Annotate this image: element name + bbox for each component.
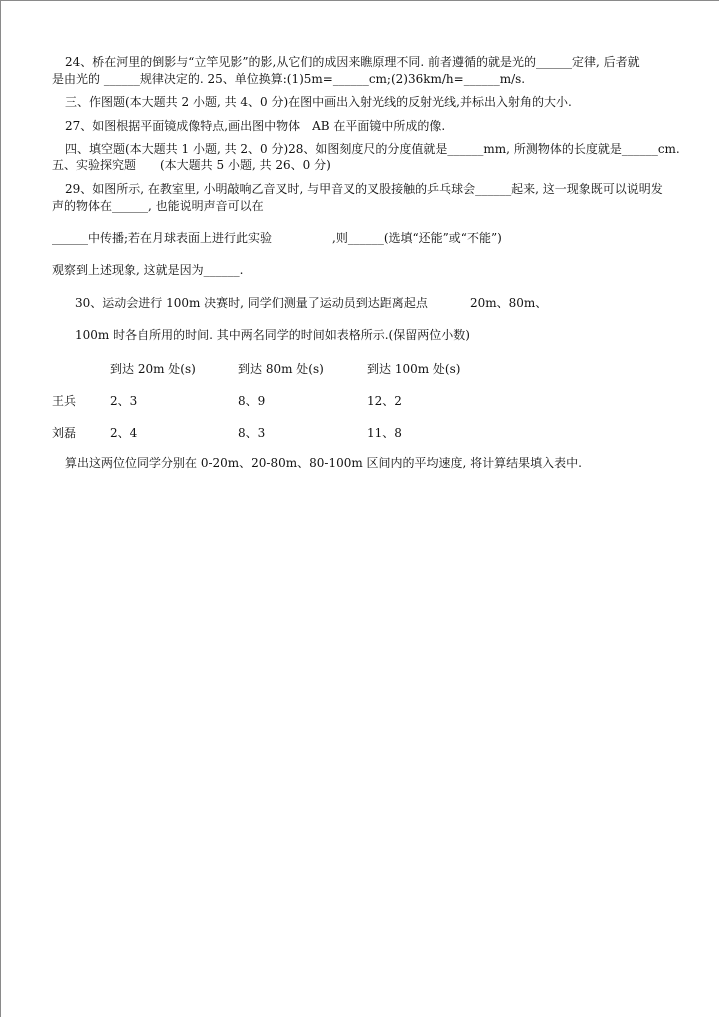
q29-line2: 声的物体在______, 也能说明声音可以在 <box>52 199 264 213</box>
q29-line1: 29、如图所示, 在教室里, 小明敲响乙音叉时, 与甲音叉的叉股接触的乒乓球会______起来, 这一现象既可以说明发 <box>65 182 663 196</box>
row-value-20m: 2、4 <box>110 426 138 440</box>
section4-q28-line: 四、填空题(本大题共 1 小题, 共 2、0 分)28、如图刻度尺的分度值就是______mm, 所测物体的长度就是______cm. <box>65 142 680 156</box>
q24-line2: 是由光的 ______规律决定的. 25、单位换算:(1)5m=______cm;(2)36km/h=______m/s. <box>52 72 526 86</box>
row-value-100m: 12、2 <box>367 394 402 408</box>
section5-heading: 五、实验探究题 (本大题共 5 小题, 共 26、0 分) <box>52 158 331 172</box>
row-value-80m: 8、9 <box>238 394 266 408</box>
table-header-100m: 到达 100m 处(s) <box>367 362 461 376</box>
q29-line3: ______中传播;若在月球表面上进行此实验 ,则______(选填“还能”或“不能”) <box>52 231 502 245</box>
q30-line1: 30、运动会进行 100m 决赛时, 同学们测量了运动员到达距离起点 <box>75 296 428 310</box>
row-value-20m: 2、3 <box>110 394 138 408</box>
row-name: 王兵 <box>52 394 77 408</box>
table-header-80m: 到达 80m 处(s) <box>238 362 324 376</box>
row-value-100m: 11、8 <box>367 426 402 440</box>
q30-line2: 100m 时各自所用的时间. 其中两名同学的时间如表格所示.(保留两位小数) <box>75 328 470 342</box>
q30-footer: 算出这两位位同学分别在 0-20m、20-80m、80-100m 区间内的平均速度, 将计算结果填入表中. <box>65 456 582 470</box>
row-value-80m: 8、3 <box>238 426 266 440</box>
q24-line1: 24、桥在河里的倒影与“立竿见影”的影,从它们的成因来瞧原理不同. 前者遵循的就是光的______定律, 后者就 <box>65 55 640 69</box>
q30-line1-distances: 20m、80m、 <box>470 296 548 310</box>
table-header-20m: 到达 20m 处(s) <box>110 362 196 376</box>
section3-heading: 三、作图题(本大题共 2 小题, 共 4、0 分)在图中画出入射光线的反射光线,并标出入射角的大小. <box>65 95 572 109</box>
q27-text: 27、如图根据平面镜成像特点,画出图中物体 AB 在平面镜中所成的像. <box>65 119 446 133</box>
q29-line4: 观察到上述现象, 这就是因为______. <box>52 263 244 277</box>
row-name: 刘磊 <box>52 426 77 440</box>
